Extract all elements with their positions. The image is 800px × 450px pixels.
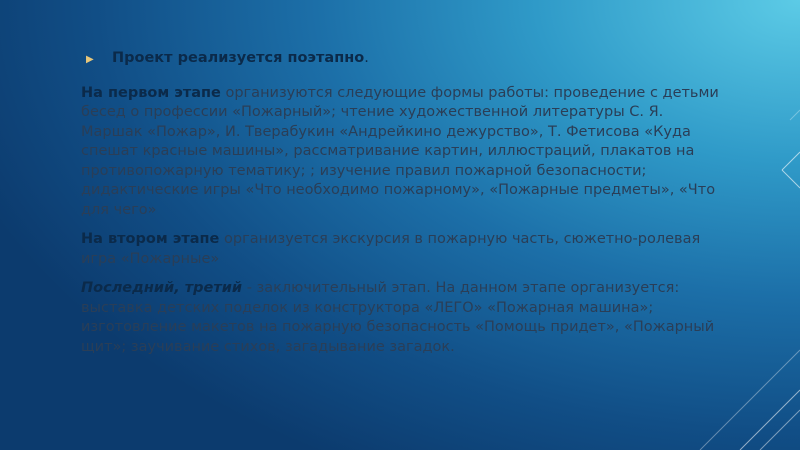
stage-1-text: организуются следующие формы работы: проведение с детьми бесед о профессии «Пожарный»; чтение художественной литературы С. Я. Маршак «Пожар», И. Тверабукин «Андрейкино дежурство», Т. Фетисова «Куда спешат красные машины», рассматривание картин, иллюстраций, плакатов на противопожарную тематику; ; изучение правил пожарной безопасности; дидактические игры «Что необходимо пожарному», «Пожарные предметы», «Что для чего» bbox=[81, 84, 719, 218]
decorative-line bbox=[790, 110, 800, 120]
slide-body bbox=[81, 49, 721, 367]
intro-text: Проект реализуется поэтапно bbox=[112, 50, 365, 66]
triangle-bullet-icon: ▶ bbox=[86, 54, 94, 65]
stage-3-lead: Последний, третий bbox=[81, 280, 243, 296]
stage-paragraph-3 bbox=[81, 279, 721, 357]
stage-paragraph-2 bbox=[81, 230, 721, 269]
stage-paragraph-1 bbox=[81, 84, 721, 221]
stage-3-text: - заключительный этап. На данном этапе организуется: выставка детских поделок из конструктора «ЛЕГО» «Пожарная машина»; изготовление макетов на пожарную безопасность «Помощь придет», «Пожарный щит»; заучивание стихов, загадывание загадок. bbox=[81, 280, 715, 355]
stage-2-lead: На втором этапе bbox=[81, 231, 220, 247]
intro-period: . bbox=[364, 50, 369, 66]
stage-2-text: организуется экскурсия в пожарную часть, сюжетно-ролевая игра «Пожарные» bbox=[81, 231, 701, 267]
decorative-line bbox=[740, 390, 800, 450]
decorative-line bbox=[760, 410, 800, 450]
stage-1-lead: На первом этапе bbox=[81, 84, 221, 101]
decorative-line bbox=[782, 170, 800, 188]
decorative-line bbox=[782, 152, 800, 170]
intro-line bbox=[86, 49, 721, 69]
